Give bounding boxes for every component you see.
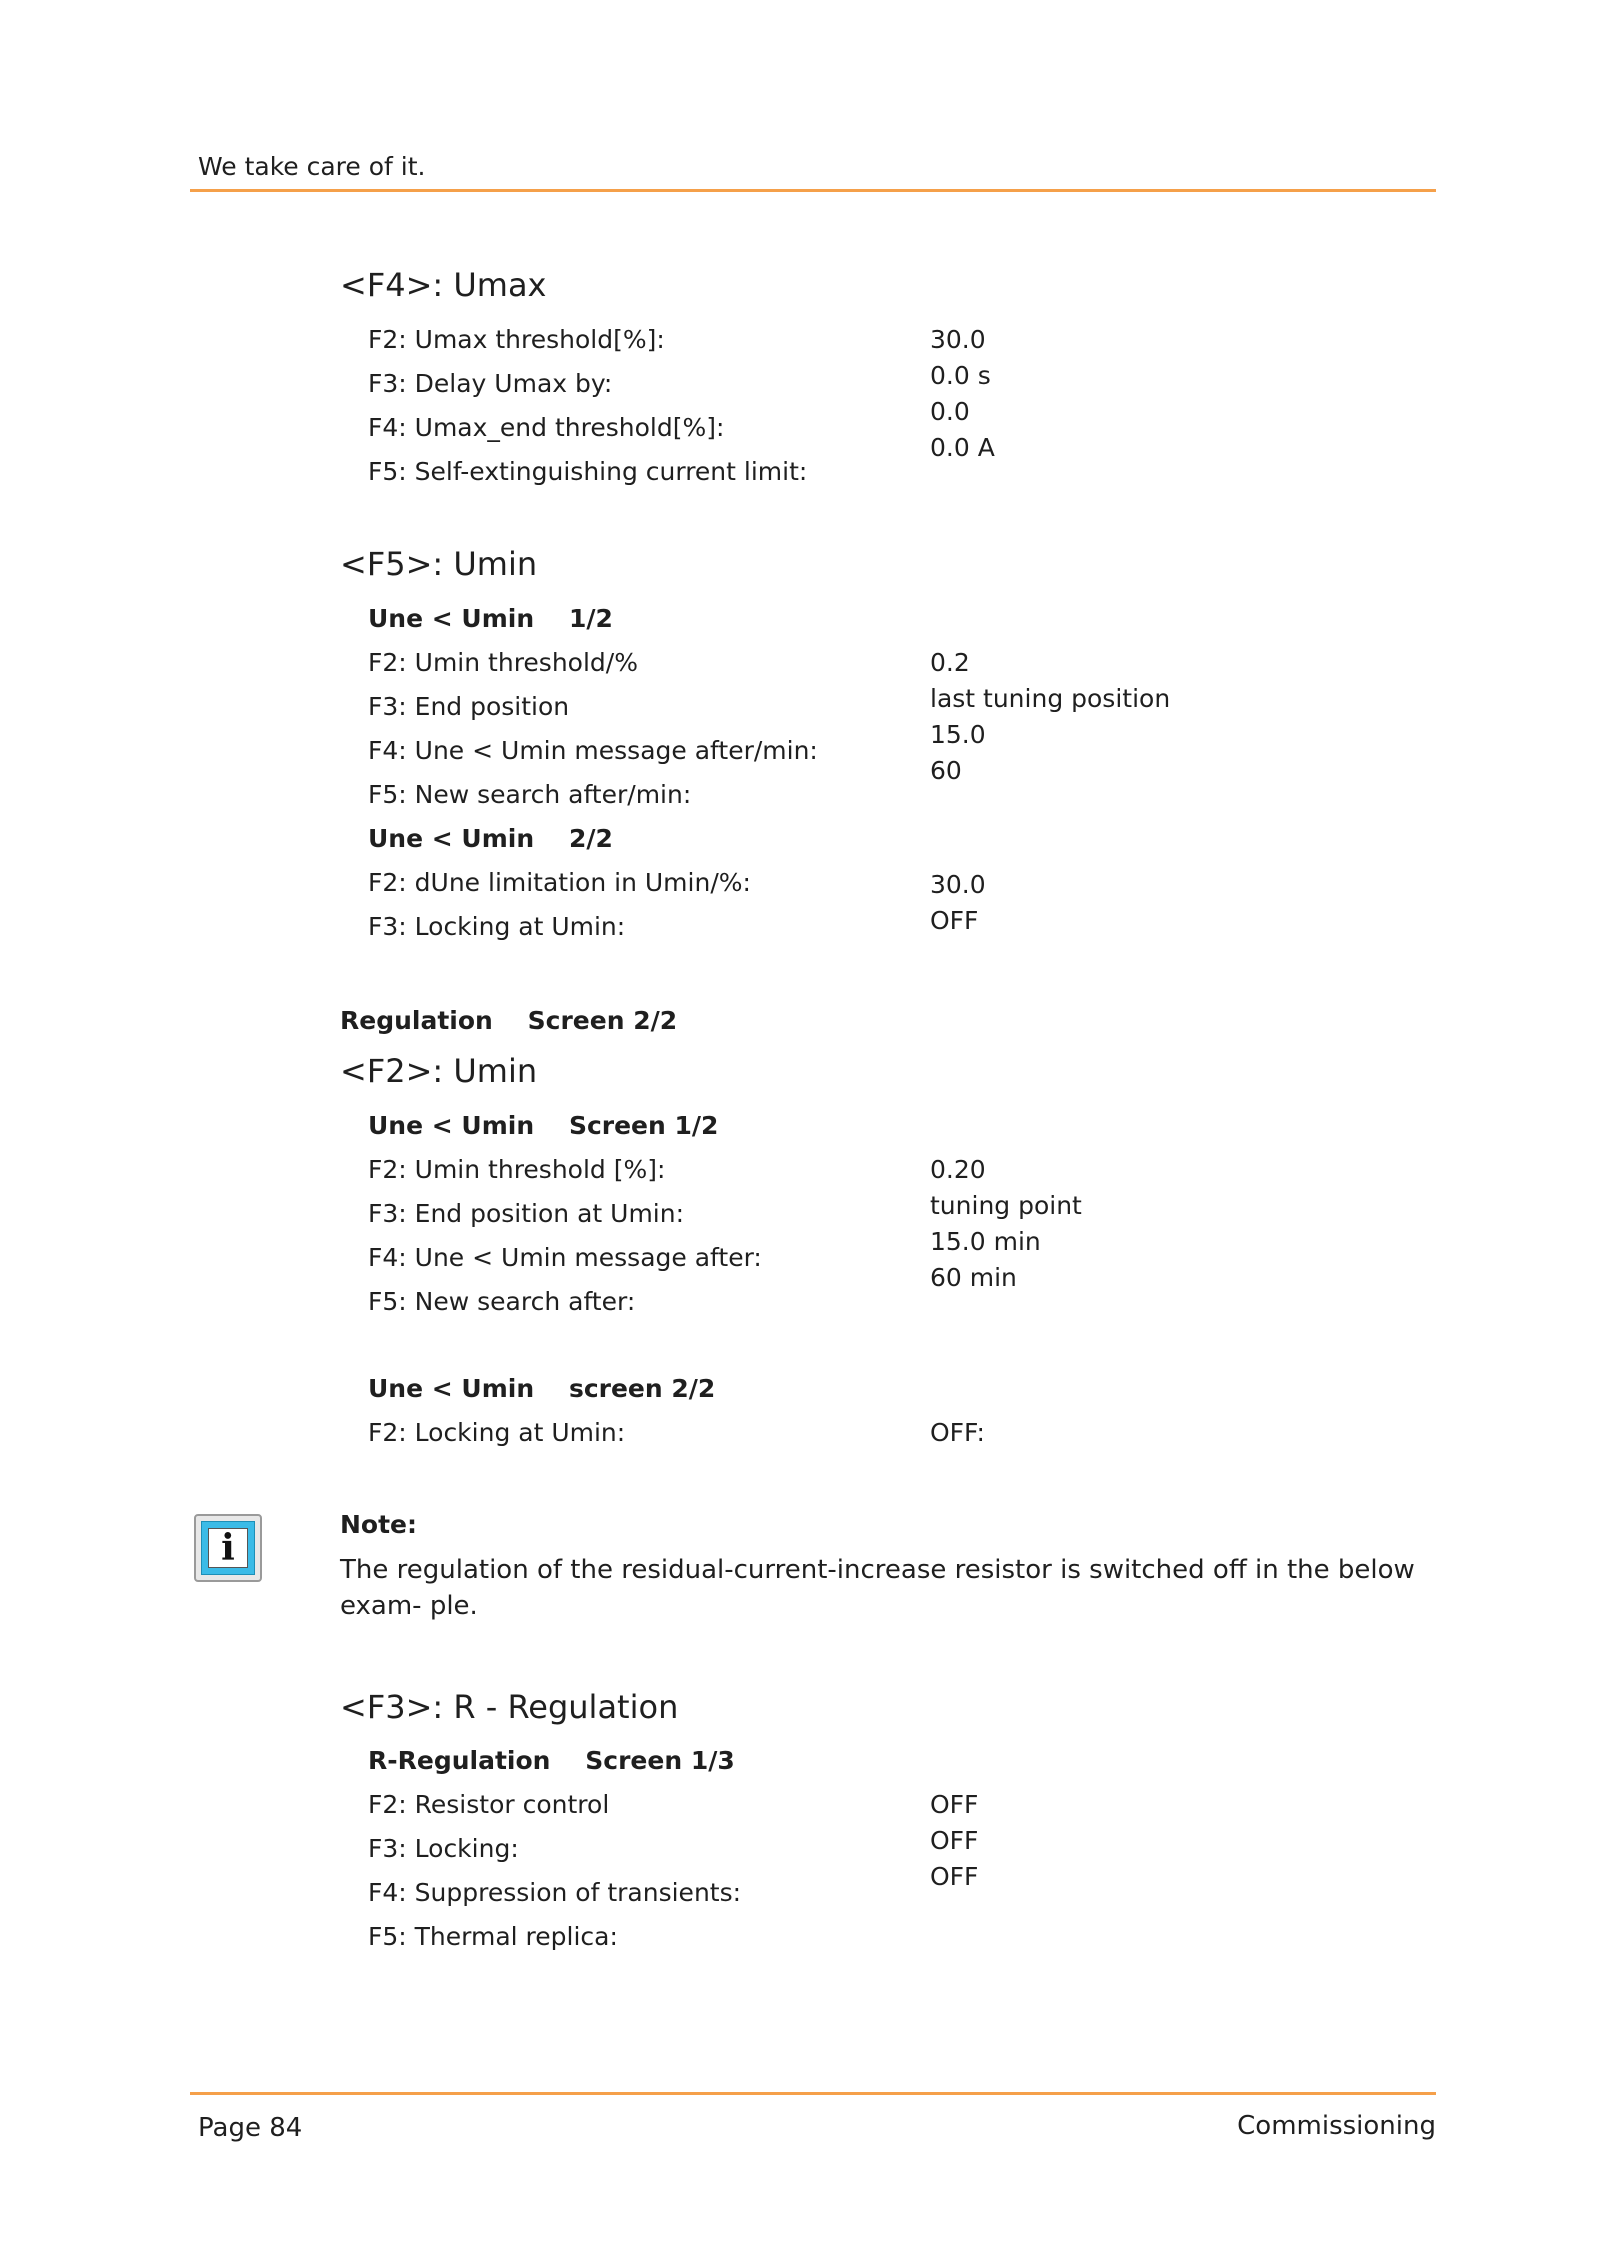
umin-screen1-heading: Une < Umin 1/2: [368, 604, 613, 633]
umax-label-1: F2: Umax threshold[%]:: [368, 325, 665, 354]
chapter-name: Commissioning: [1237, 2111, 1436, 2141]
umin-f2-value-1: 0.20: [930, 1155, 986, 1184]
rreg-value-1: OFF: [930, 1790, 979, 1819]
section-title-umin-f2: <F2>: Umin: [340, 1052, 538, 1090]
umax-value-4: 0.0 A: [930, 433, 995, 462]
umax-value-1: 30.0: [930, 325, 986, 354]
umin-f2-label-4: F5: New search after:: [368, 1287, 636, 1316]
note-text: The regulation of the residual-current-increase resistor is switched off in the below exam- ple.: [340, 1555, 1415, 1621]
umin-screen2-heading: Une < Umin 2/2: [368, 824, 613, 853]
umin-f2-label-1: F2: Umin threshold [%]:: [368, 1155, 666, 1184]
rreg-label-1: F2: Resistor control: [368, 1790, 610, 1819]
header-tagline: We take care of it.: [198, 152, 426, 181]
page-number: Page 84: [198, 2113, 303, 2143]
umin-f2-value-3: 15.0 min: [930, 1227, 1041, 1256]
umin-f2-label-2: F3: End position at Umin:: [368, 1199, 685, 1228]
rreg-label-2: F3: Locking:: [368, 1834, 519, 1863]
umin1-value-1: 0.2: [930, 648, 970, 677]
umax-value-3: 0.0: [930, 397, 970, 426]
umin1-label-3: F4: Une < Umin message after/min:: [368, 736, 818, 765]
regulation-screen-heading: Regulation Screen 2/2: [340, 1006, 678, 1035]
footer-rule: [190, 2092, 1436, 2095]
umin1-value-2: last tuning position: [930, 684, 1171, 713]
umin-f2-value-4: 60 min: [930, 1263, 1017, 1292]
umin1-label-4: F5: New search after/min:: [368, 780, 692, 809]
umin-f2-screen2-heading: Une < Umin screen 2/2: [368, 1374, 716, 1403]
umax-label-4: F5: Self-extinguishing current limit:: [368, 457, 808, 486]
umin2-value-2: OFF: [930, 906, 979, 935]
rreg-value-2: OFF: [930, 1826, 979, 1855]
rreg-label-3: F4: Suppression of transients:: [368, 1878, 742, 1907]
umin-f2-value-2: tuning point: [930, 1191, 1082, 1220]
umin1-label-2: F3: End position: [368, 692, 570, 721]
rreg-label-4: F5: Thermal replica:: [368, 1922, 618, 1951]
umin-f2-s2-label-1: F2: Locking at Umin:: [368, 1418, 626, 1447]
umin-f2-s2-value-1: OFF:: [930, 1418, 985, 1447]
r-regulation-screen-heading: R-Regulation Screen 1/3: [368, 1746, 735, 1775]
umin2-value-1: 30.0: [930, 870, 986, 899]
rreg-value-3: OFF: [930, 1862, 979, 1891]
umax-value-2: 0.0 s: [930, 361, 991, 390]
umin1-label-1: F2: Umin threshold/%: [368, 648, 638, 677]
note-title: Note:: [340, 1510, 418, 1539]
umin1-value-3: 15.0: [930, 720, 986, 749]
umin-f2-label-3: F4: Une < Umin message after:: [368, 1243, 762, 1272]
header-rule: [190, 189, 1436, 192]
umin-f2-screen1-heading: Une < Umin Screen 1/2: [368, 1111, 719, 1140]
section-title-umax: <F4>: Umax: [340, 266, 547, 304]
info-icon: i: [194, 1514, 262, 1582]
umax-label-3: F4: Umax_end threshold[%]:: [368, 413, 725, 442]
section-title-r-regulation: <F3>: R - Regulation: [340, 1688, 679, 1726]
umin1-value-4: 60: [930, 756, 962, 785]
section-title-umin: <F5>: Umin: [340, 545, 538, 583]
umin2-label-2: F3: Locking at Umin:: [368, 912, 626, 941]
umax-label-2: F3: Delay Umax by:: [368, 369, 613, 398]
umin2-label-1: F2: dUne limitation in Umin/%:: [368, 868, 751, 897]
